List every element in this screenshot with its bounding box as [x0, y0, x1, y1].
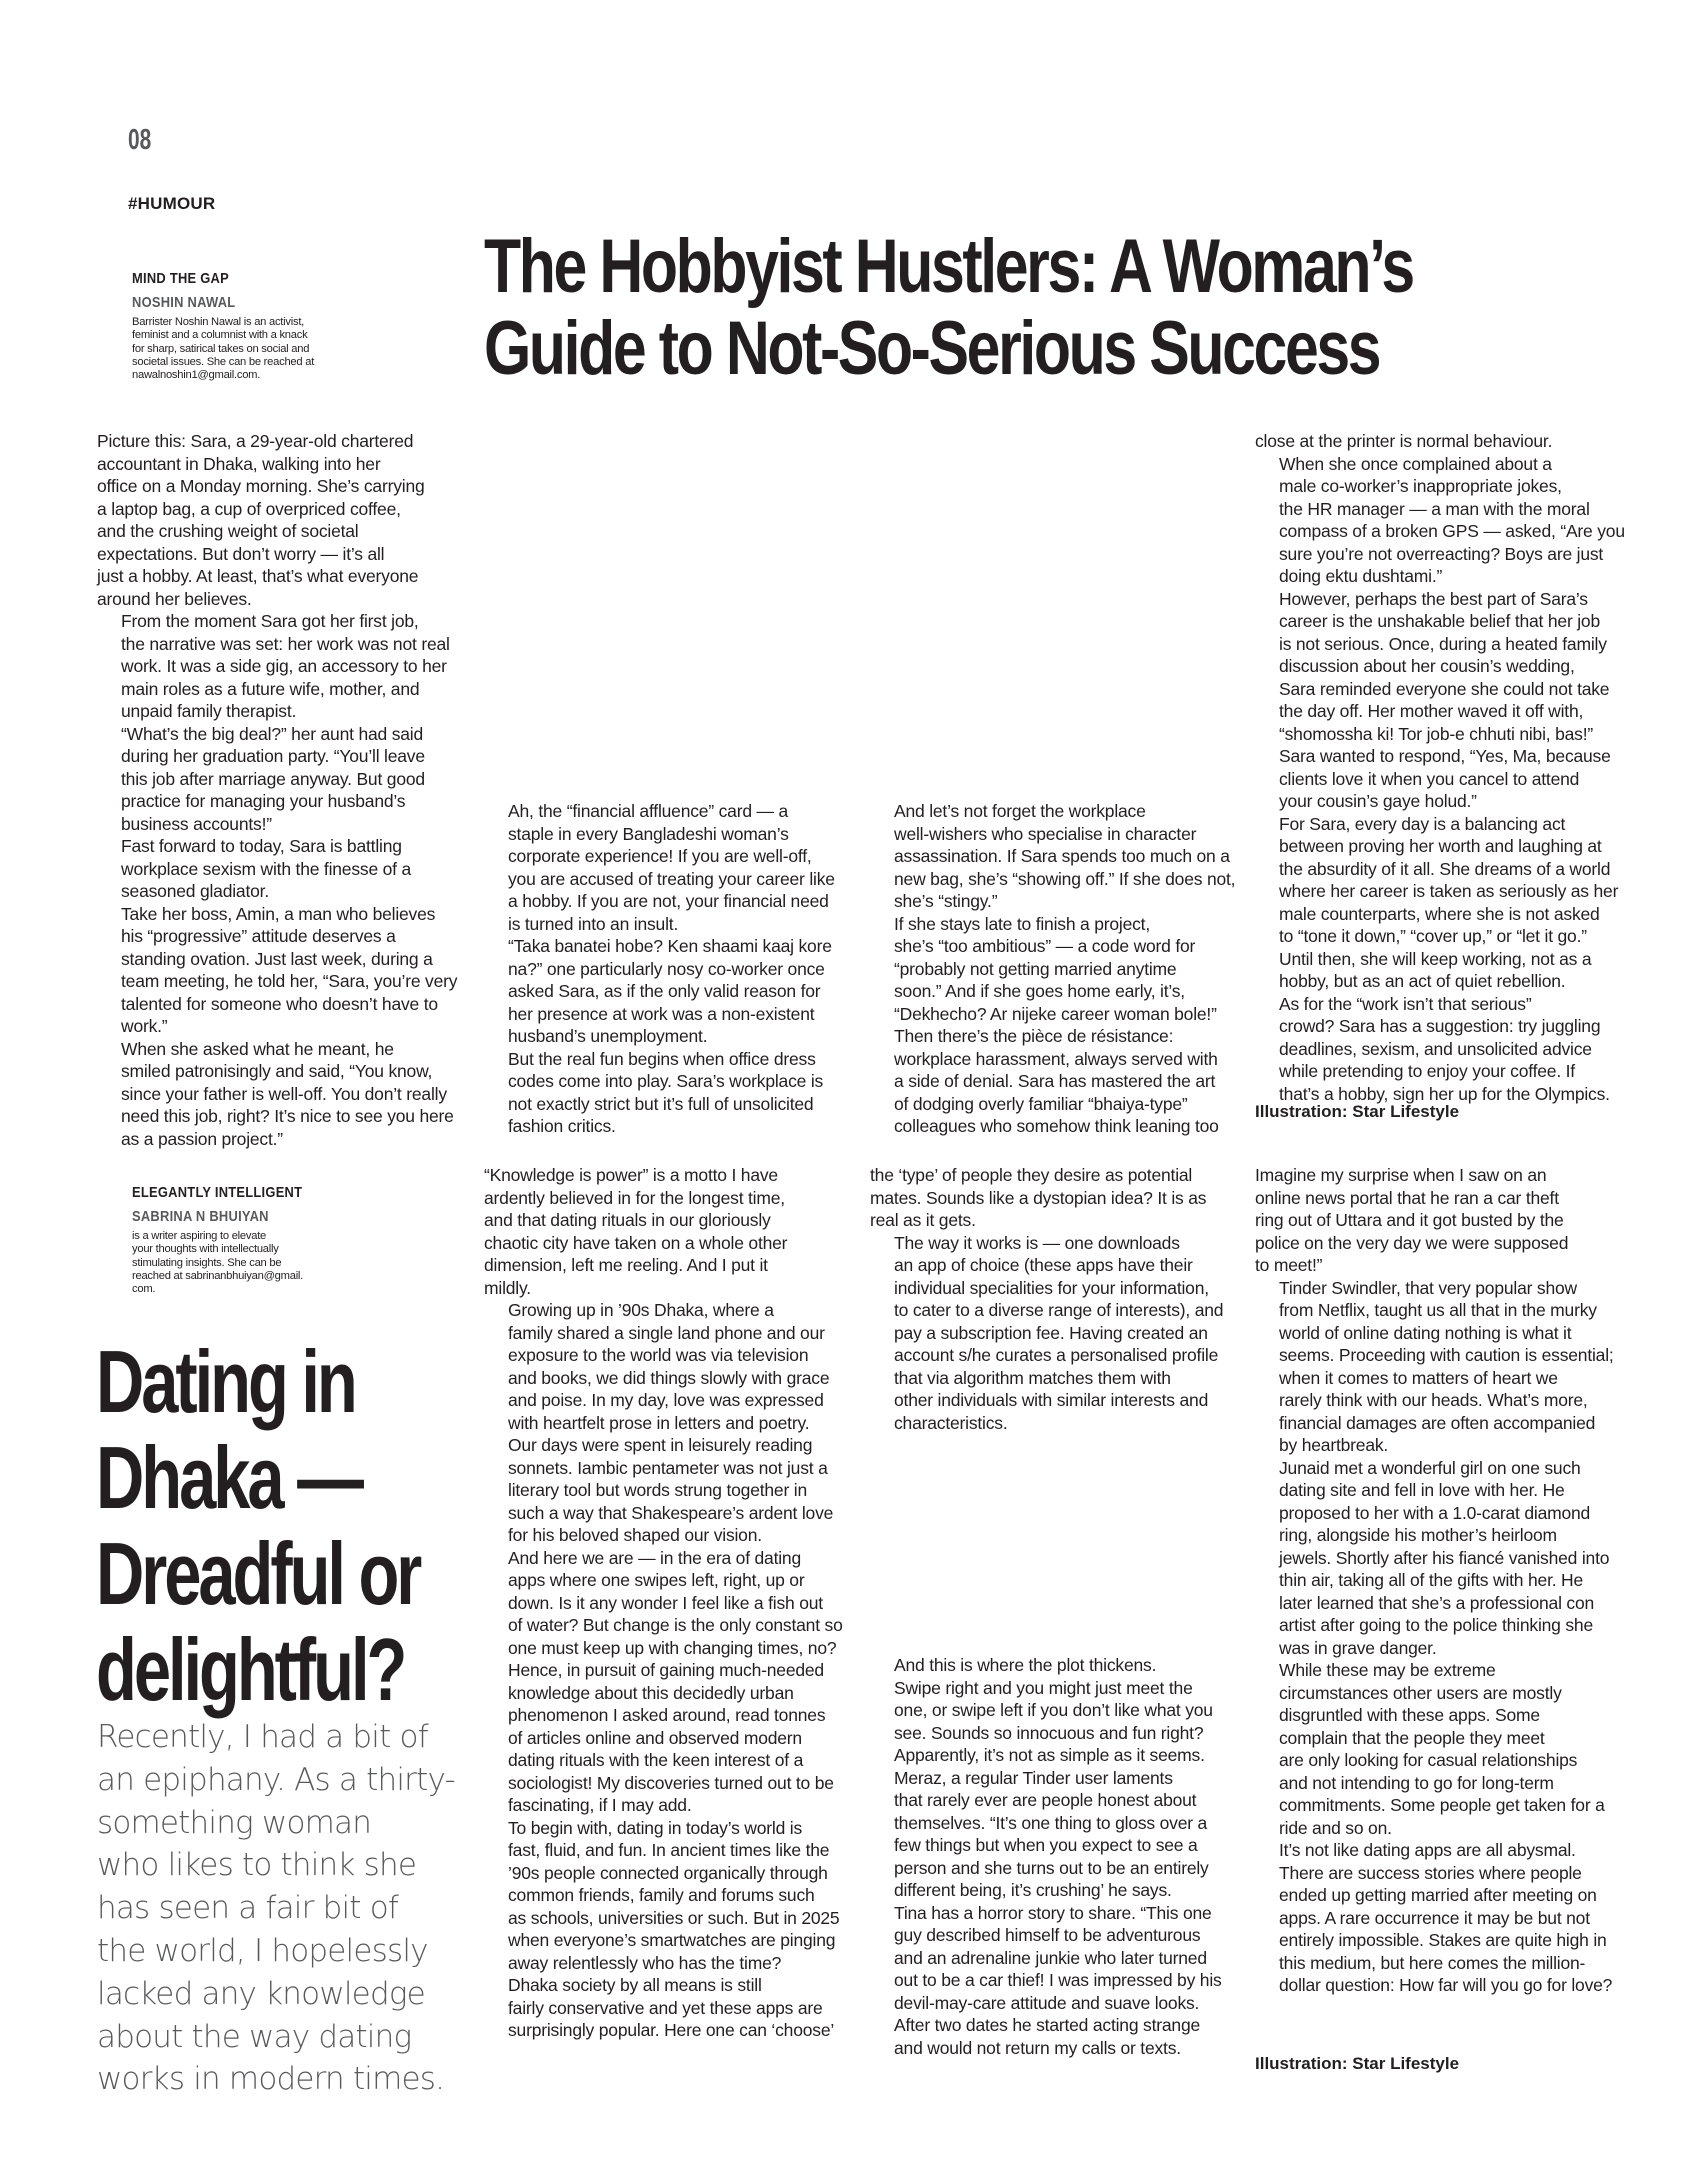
text-line: Fast forward to today, Sara is battling	[121, 836, 402, 856]
text-line: themselves. “It’s one thing to gloss over a	[894, 1812, 1208, 1833]
text-line: apps where one swipes left, right, up or	[508, 1570, 805, 1590]
author-name: SABRINA N BHUIYAN	[132, 1208, 269, 1225]
text-line: And here we are — in the era of dating	[508, 1547, 802, 1568]
text-line: ended up getting married after meeting on	[1279, 1885, 1597, 1905]
text-line: person and she turns out to be an entirely	[894, 1857, 1209, 1878]
text-line: common friends, family and forums such	[508, 1885, 815, 1905]
text-line: nawalnoshin1@gmail.com.	[132, 369, 261, 382]
text-line: during her graduation party. “You’ll leave	[121, 746, 425, 766]
text-line: down. Is it any wonder I feel like a fish out	[508, 1592, 823, 1613]
text-line: the absurdity of it all. She dreams of a world	[1279, 858, 1611, 879]
text-line: devil-may-care attitude and suave looks.	[894, 1992, 1200, 2013]
text-line: are only looking for casual relationships	[1279, 1750, 1578, 1770]
text-line: complain that the people they meet	[1279, 1727, 1545, 1748]
text-line: that via algorithm matches them with	[894, 1367, 1171, 1388]
text-line: unpaid family therapist.	[121, 701, 297, 721]
text-line: reached at sabrinanbhuiyan@gmail.	[132, 1269, 304, 1282]
text-line: workplace sexism with the finesse of a	[121, 858, 412, 879]
text-line: other individuals with similar interests and	[894, 1390, 1209, 1410]
text-line: knowledge about this decidedly urban	[508, 1682, 794, 1703]
paragraph	[484, 1817, 844, 1975]
paragraph	[484, 1048, 844, 1138]
text-line: sonnets. Iambic pentameter was not just a	[508, 1457, 828, 1478]
text-line: male co-worker’s inappropriate jokes,	[1279, 476, 1562, 496]
text-line: when everyone’s smartwatches are pinging	[508, 1930, 836, 1950]
text-line: when it comes to matters of heart we	[1279, 1367, 1558, 1388]
text-line: her presence at work was a non-existent	[508, 1003, 815, 1024]
text-line: about the way dating	[97, 2018, 412, 2055]
text-line: this medium, but here comes the million-	[1279, 1952, 1586, 1973]
text-line: to cater to a diverse range of interests), and	[894, 1300, 1224, 1320]
text-line: and would not return my calls or texts.	[894, 2037, 1181, 2058]
text-line: While these may be extreme	[1279, 1660, 1496, 1680]
text-line: need this job, right? It’s nice to see you here	[121, 1106, 454, 1126]
author-bio	[132, 316, 362, 382]
text-line: of articles online and observed modern	[508, 1727, 802, 1748]
paragraph	[97, 430, 457, 610]
text-line: delightful?	[96, 1620, 405, 1719]
text-line: literary tool but words strung together in	[508, 1480, 807, 1500]
text-line: just a hobby. At least, that’s what everyone	[97, 566, 419, 586]
text-line: office on a Monday morning. She’s carrying	[97, 476, 425, 496]
text-line: accountant in Dhaka, walking into her	[97, 453, 381, 474]
text-line: doing ektu dushtami.”	[1279, 566, 1443, 586]
text-line: and not intending to go for long-term	[1279, 1772, 1554, 1793]
text-line: The way it works is — one downloads	[894, 1232, 1180, 1253]
text-line: soon.” And if she goes home early, it’s,	[894, 981, 1185, 1001]
text-line: account s/he curates a personalised profile	[894, 1345, 1219, 1365]
text-line: work. It was a side gig, an accessory to her	[121, 656, 447, 676]
text-line: Then there’s the pièce de résistance:	[894, 1026, 1174, 1046]
text-line: main roles as a future wife, mother, and	[121, 678, 420, 699]
paragraph	[97, 1038, 457, 1151]
text-line: not exactly strict but it’s full of unsolicited	[508, 1093, 814, 1114]
article-column-4	[1255, 1164, 1625, 1997]
text-line: a side of denial. Sara has mastered the art	[894, 1071, 1216, 1091]
text-line: you are accused of treating your career like	[508, 868, 835, 889]
text-line: discussion about her cousin’s wedding,	[1279, 656, 1575, 676]
text-line: husband’s unemployment.	[508, 1026, 708, 1046]
text-line: world of online dating nothing is what it	[1279, 1322, 1572, 1343]
text-line: circumstances other users are mostly	[1279, 1682, 1562, 1703]
paragraph	[1255, 1164, 1625, 1277]
text-line: characteristics.	[894, 1412, 1008, 1433]
text-line: to meet!”	[1255, 1255, 1323, 1275]
text-line: dollar question: How far will you go for love?	[1279, 1975, 1613, 1995]
text-line: assassination. If Sara spends too much on a	[894, 846, 1230, 866]
text-line: your thoughts with intellectually	[132, 1243, 279, 1256]
text-line: and books, we did things slowly with grace	[508, 1367, 830, 1388]
author-name: NOSHIN NAWAL	[132, 294, 236, 311]
text-line: the narrative was set: her work was not real	[121, 633, 450, 654]
article-column-3-continued	[870, 1654, 1230, 2059]
text-line: team meeting, he told her, “Sara, you’re very	[121, 971, 458, 991]
text-line: for sharp, satirical takes on social and	[132, 342, 310, 355]
text-line: chaotic city have taken on a whole other	[484, 1232, 788, 1253]
text-line: Sara wanted to respond, “Yes, Ma, because	[1279, 746, 1611, 766]
text-line: Dreadful or	[96, 1524, 420, 1623]
text-line: male counterparts, where she is not asked	[1279, 903, 1600, 924]
paragraph	[870, 1767, 1230, 1902]
paragraph	[484, 800, 844, 935]
text-line: na?” one particularly nosy co-worker once	[508, 958, 825, 979]
text-line: online news portal that he ran a car theft	[1255, 1187, 1559, 1208]
text-line: “probably not getting married anytime	[894, 958, 1177, 979]
text-line: one must keep up with changing times, no?	[508, 1637, 837, 1658]
text-line: exposure to the world was via television	[508, 1345, 809, 1365]
text-line: later learned that she’s a professional con	[1279, 1592, 1595, 1613]
text-line: real as it gets.	[870, 1210, 976, 1230]
text-line: such a way that Shakespeare’s ardent love	[508, 1502, 834, 1523]
text-line: com.	[132, 1283, 156, 1296]
article-headline	[96, 1334, 419, 1718]
text-line: hobby, but as an act of quiet rebellion.	[1279, 971, 1566, 991]
text-line: this job after marriage anyway. But good	[121, 768, 425, 789]
text-line: his “progressive” attitude deserves a	[121, 926, 396, 946]
text-line: deadlines, sexism, and unsolicited advice	[1279, 1038, 1592, 1059]
article-column-2	[484, 1164, 844, 2042]
paragraph	[1255, 453, 1625, 588]
text-line: However, perhaps the best part of Sara’s	[1279, 588, 1588, 609]
text-line: Until then, she will keep working, not as a	[1279, 948, 1592, 969]
text-line: a hobby. If you are not, your financial need	[508, 891, 829, 911]
text-line: is turned into an insult.	[508, 913, 679, 934]
text-line: where her career is taken as seriously as her	[1279, 881, 1619, 901]
text-line: practice for managing your husband’s	[121, 791, 406, 811]
text-line: the ‘type’ of people they desire as potential	[870, 1165, 1193, 1185]
text-line: has seen a fair bit of	[97, 1890, 398, 1927]
text-line: as a passion project.”	[121, 1128, 283, 1149]
article-column-1	[97, 430, 457, 1150]
text-line: When she asked what he meant, he	[121, 1038, 394, 1059]
paragraph	[484, 1547, 844, 1817]
text-line: ’90s people connected organically through	[508, 1862, 828, 1883]
text-line: and poise. In my day, love was expressed	[508, 1390, 824, 1410]
text-line: It’s not like dating apps are all abysmal.	[1279, 1840, 1576, 1860]
text-line: sociologist! My discoveries turned out to be	[508, 1772, 834, 1793]
text-line: For Sara, every day is a balancing act	[1279, 813, 1566, 834]
text-line: Tinder Swindler, that very popular show	[1279, 1277, 1577, 1298]
text-line: workplace harassment, always served with	[894, 1048, 1218, 1069]
text-line: career is the unshakable belief that her job	[1279, 611, 1600, 631]
text-line: ride and so on.	[1279, 1817, 1392, 1838]
text-line: fast, fluid, and fun. In ancient times like the	[508, 1840, 830, 1860]
text-line: financial damages are often accompanied	[1279, 1412, 1596, 1433]
text-line: for his beloved shaped our vision.	[508, 1525, 762, 1545]
article-column-2	[484, 800, 844, 1138]
text-line: family shared a single land phone and our	[508, 1322, 825, 1343]
column-name: ELEGANTLY INTELLIGENT	[132, 1184, 303, 1201]
text-line: Dhaka —	[96, 1428, 361, 1527]
text-line: “Dekhecho? Ar nijeke career woman bole!”	[894, 1003, 1217, 1024]
text-line: surprisingly popular. Here one can ‘choose’	[508, 2020, 835, 2040]
text-line: smiled patronisingly and said, “You know,	[121, 1061, 433, 1081]
article-column-3	[870, 800, 1236, 1138]
text-line: while pretending to enjoy your coffee. If	[1279, 1061, 1575, 1081]
text-line: “Knowledge is power” is a motto I have	[484, 1165, 778, 1185]
page-number: 08	[128, 124, 152, 156]
text-line: commitments. Some people get taken for a	[1279, 1795, 1605, 1815]
illustration-credit: Illustration: Star Lifestyle	[1255, 1102, 1460, 1121]
paragraph	[870, 800, 1236, 913]
text-line: Dhaka society by all means is still	[508, 1975, 762, 1995]
article-headline	[484, 224, 1413, 391]
text-line: Imagine my surprise when I saw on an	[1255, 1165, 1547, 1185]
text-line: ardently believed in for the longest time,	[484, 1187, 785, 1208]
text-line: sure you’re not overreacting? Boys are just	[1279, 543, 1604, 564]
text-line: your cousin’s gaye holud.”	[1279, 791, 1477, 811]
text-line: of dodging overly familiar “bhaiya-type”	[894, 1093, 1188, 1114]
paragraph	[484, 1164, 844, 1299]
article-column-4	[1255, 430, 1625, 1105]
text-line: different being, it’s crushing’ he says.	[894, 1880, 1172, 1900]
text-line: codes come into play. Sara’s workplace is	[508, 1071, 824, 1091]
text-line: and that dating rituals in our gloriously	[484, 1210, 771, 1230]
text-line: societal issues. She can be reached at	[132, 355, 315, 368]
text-line: crowd? Sara has a suggestion: try juggling	[1279, 1016, 1601, 1036]
text-line: dimension, left me reeling. And I put it	[484, 1255, 768, 1275]
text-line: expectations. But don’t worry — it’s all	[97, 543, 385, 564]
text-line: If she stays late to finish a project,	[894, 913, 1151, 934]
text-line: business accounts!”	[121, 813, 272, 834]
section-tag: #HUMOUR	[128, 194, 216, 213]
paragraph	[1255, 1839, 1625, 1997]
text-line: is a writer aspiring to elevate	[132, 1230, 267, 1242]
text-line: Apparently, it’s not as simple as it seems.	[894, 1745, 1205, 1765]
paragraph	[1255, 813, 1625, 993]
text-line: is not serious. Once, during a heated family	[1279, 633, 1607, 654]
paragraph	[870, 1025, 1230, 1138]
text-line: staple in every Bangladeshi woman’s	[508, 823, 789, 844]
text-line: the HR manager — a man with the moral	[1279, 498, 1590, 519]
text-line: the day off. Her mother waved it off with,	[1279, 701, 1584, 721]
paragraph	[97, 610, 457, 723]
text-line: pay a subscription fee. Having created an	[894, 1322, 1208, 1343]
text-line: artist after going to the police thinking she	[1279, 1615, 1593, 1635]
text-line: Meraz, a regular Tinder user laments	[894, 1767, 1173, 1788]
text-line: an app of choice (these apps have their	[894, 1255, 1193, 1275]
paragraph	[484, 1299, 844, 1547]
paragraph	[1255, 993, 1625, 1106]
text-line: compass of a broken GPS — asked, “Are you	[1279, 521, 1625, 541]
text-line: and an adrenaline junkie who later turned	[894, 1947, 1207, 1968]
text-line: Swipe right and you might just meet the	[894, 1677, 1193, 1698]
text-line: fairly conservative and yet these apps are	[508, 1997, 823, 2018]
text-line: close at the printer is normal behaviour.	[1255, 431, 1553, 451]
paragraph	[1255, 430, 1625, 453]
text-line: rarely think with our heads. What’s more,	[1279, 1390, 1588, 1410]
paragraph	[97, 903, 457, 1038]
text-line: guy described himself to be adventurous	[894, 1925, 1201, 1945]
paragraph	[97, 723, 457, 836]
text-line: to “tone it down,” “cover up,” or “let it go.”	[1279, 926, 1587, 946]
text-line: away relentlessly who has the time?	[508, 1952, 782, 1973]
text-line: lacked any knowledge	[97, 1975, 425, 2012]
text-line: with heartfelt prose in letters and poetry.	[508, 1412, 810, 1433]
text-line: jewels. Shortly after his fiancé vanished into	[1279, 1547, 1610, 1568]
text-line: Recently, I had a bit of	[97, 1719, 428, 1755]
text-line: of water? But change is the only constant so	[508, 1615, 843, 1635]
text-line: works in modern times.	[97, 2061, 445, 2098]
text-line: by heartbreak.	[1279, 1435, 1389, 1455]
text-line: After two dates he started acting strange	[894, 2015, 1201, 2035]
text-line: phenomenon I asked around, read tonnes	[508, 1705, 826, 1725]
text-line: work.”	[121, 1016, 168, 1036]
text-line: As for the “work isn’t that serious”	[1279, 993, 1532, 1014]
paragraph	[870, 1164, 1230, 1232]
text-line: that’s a hobby, sign her up for the Olympics.	[1279, 1083, 1610, 1104]
paragraph	[97, 835, 457, 903]
text-line: standing ovation. Just last week, during a	[121, 948, 433, 969]
column-name: MIND THE GAP	[132, 270, 229, 287]
text-line: asked Sara, as if the only valid reason for	[508, 981, 821, 1001]
paragraph	[484, 1974, 844, 2042]
text-line: few things but when you expect to see a	[894, 1835, 1198, 1855]
text-line: And this is where the plot thickens.	[894, 1655, 1157, 1675]
text-line: stimulating insights. She can be	[132, 1256, 282, 1269]
text-line: one, or swipe left if you don’t like what you	[894, 1700, 1213, 1720]
text-line: When she once complained about a	[1279, 453, 1552, 474]
text-line: well-wishers who specialise in character	[894, 823, 1197, 844]
text-line: out to be a car thief! I was impressed by his	[894, 1970, 1222, 1990]
text-line: feminist and a columnist with a knack	[132, 329, 308, 342]
text-line: fashion critics.	[508, 1116, 616, 1136]
paragraph	[870, 913, 1230, 1026]
text-line: that rarely ever are people honest about	[894, 1790, 1197, 1810]
text-line: see. Sounds so innocuous and fun right?	[894, 1722, 1204, 1743]
paragraph	[1255, 588, 1625, 813]
text-line: who likes to think she	[97, 1847, 417, 1884]
text-line: dating rituals with the keen interest of a	[508, 1750, 804, 1770]
text-line: between proving her worth and laughing at	[1279, 836, 1602, 856]
paragraph	[870, 1654, 1230, 1767]
text-line: mildly.	[484, 1277, 531, 1298]
paragraph	[870, 1902, 1230, 2060]
text-line: since your father is well-off. You don’t really	[121, 1083, 447, 1104]
text-line: But the real fun begins when office dress	[508, 1048, 816, 1069]
text-line: Sara reminded everyone she could not take	[1279, 678, 1610, 699]
text-line: ring out of Uttara and it got busted by the	[1255, 1210, 1564, 1230]
text-line: thin air, taking all of the gifts with her. He	[1279, 1570, 1584, 1590]
text-line: proposed to her with a 1.0-carat diamond	[1279, 1502, 1591, 1523]
article-intro	[97, 1716, 467, 2101]
text-line: Junaid met a wonderful girl on one such	[1279, 1457, 1581, 1478]
text-line: Growing up in ’90s Dhaka, where a	[508, 1300, 774, 1320]
text-line: something woman	[97, 1804, 372, 1841]
paragraph	[1255, 1659, 1625, 1839]
text-line: “Taka banatei hobe? Ken shaami kaaj kore	[508, 936, 832, 956]
text-line: Barrister Noshin Nawal is an activist,	[132, 316, 305, 328]
text-line: corporate experience! If you are well-off,	[508, 846, 812, 866]
text-line: There are success stories where people	[1279, 1862, 1582, 1883]
illustration-credit: Illustration: Star Lifestyle	[1255, 2054, 1460, 2073]
text-line: Guide to Not-So-Serious Success	[484, 306, 1380, 391]
text-line: talented for someone who doesn’t have to	[121, 993, 438, 1014]
paragraph	[870, 1232, 1230, 1435]
text-line: colleagues who somehow think leaning too	[894, 1116, 1219, 1136]
text-line: around her believes.	[97, 588, 252, 609]
text-line: And let’s not forget the workplace	[894, 801, 1146, 821]
author-bio	[132, 1230, 362, 1296]
text-line: from Netflix, taught us all that in the murky	[1279, 1300, 1597, 1320]
text-line: disgruntled with these apps. Some	[1279, 1705, 1540, 1725]
text-line: Hence, in pursuit of gaining much-needed	[508, 1660, 824, 1680]
text-line: Ah, the “financial affluence” card — a	[508, 801, 789, 821]
paragraph	[1255, 1457, 1625, 1660]
text-line: To begin with, dating in today’s world is	[508, 1817, 803, 1838]
text-line: Our days were spent in leisurely reading	[508, 1435, 813, 1455]
text-line: was in grave danger.	[1279, 1637, 1437, 1658]
text-line: mates. Sounds like a dystopian idea? It is as	[870, 1187, 1207, 1208]
paragraph	[1255, 1277, 1625, 1457]
text-line: Picture this: Sara, a 29-year-old chartered	[97, 431, 414, 451]
text-line: fascinating, if I may add.	[508, 1795, 692, 1815]
text-line: clients love it when you cancel to attend	[1279, 768, 1580, 789]
text-line: she’s “too ambitious” — a code word for	[894, 936, 1196, 956]
text-line: Tina has a horror story to share. “This one	[894, 1902, 1212, 1923]
text-line: seems. Proceeding with caution is essential;	[1279, 1345, 1614, 1365]
text-line: The Hobbyist Hustlers: A Woman’s	[484, 224, 1413, 309]
text-line: Take her boss, Amin, a man who believes	[121, 903, 436, 924]
text-line: “What’s the big deal?” her aunt had said	[121, 723, 424, 744]
text-line: apps. A rare occurrence it may be but not	[1279, 1907, 1590, 1928]
text-line: “shomossha ki! Tor job-e chhuti nibi, bas!”	[1279, 723, 1594, 744]
text-line: and the crushing weight of societal	[97, 521, 359, 541]
text-line: seasoned gladiator.	[121, 881, 269, 901]
text-line: an epiphany. As a thirty-	[97, 1761, 455, 1798]
article-column-3	[870, 1164, 1230, 1434]
text-line: ring, alongside his mother’s heirloom	[1279, 1525, 1557, 1545]
text-line: dating site and fell in love with her. He	[1279, 1480, 1565, 1500]
text-line: From the moment Sara got her first job,	[121, 611, 419, 631]
text-line: new bag, she’s “showing off.” If she does not,	[894, 868, 1236, 889]
paragraph	[484, 935, 844, 1048]
text-line: a laptop bag, a cup of overpriced coffee,	[97, 498, 401, 519]
text-line: Dating in	[96, 1332, 355, 1431]
text-line: individual specialities for your information,	[894, 1277, 1209, 1298]
text-line: she’s “stingy.”	[894, 891, 998, 911]
text-line: entirely impossible. Stakes are quite high in	[1279, 1930, 1607, 1950]
text-line: police on the very day we were supposed	[1255, 1232, 1569, 1253]
text-line: as schools, universities or such. But in 2025	[508, 1907, 840, 1928]
text-line: the world, I hopelessly	[97, 1932, 428, 1969]
